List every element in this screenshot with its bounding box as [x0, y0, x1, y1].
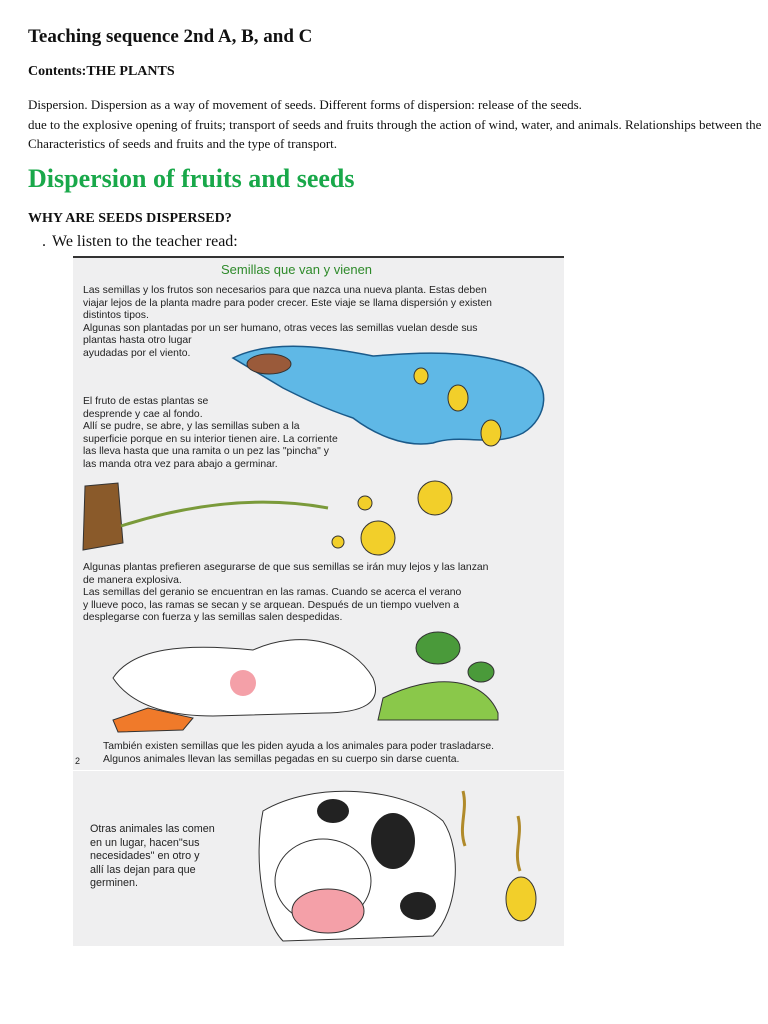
rabbit-cheek-illustration: [230, 670, 256, 696]
textbook-scan-page: [73, 256, 564, 770]
contents-value: THE PLANTS: [86, 64, 175, 79]
listen-instruction: [42, 233, 238, 251]
seed-illustration: [418, 481, 452, 515]
seed-illustration: [358, 496, 372, 510]
seed-illustration: [506, 877, 536, 921]
smell-lines-illustration: [462, 791, 465, 846]
seed-illustration: [414, 368, 428, 384]
page-number: 2: [75, 756, 81, 766]
bullet: .: [42, 233, 46, 250]
hill-illustration: [378, 682, 498, 720]
contents-line: [28, 64, 175, 80]
cow-snout-illustration: [292, 889, 364, 933]
listen-text: We listen to the teacher read:: [52, 233, 238, 250]
section-heading: Dispersion of fruits and seeds: [28, 164, 355, 193]
section-subheading: WHY ARE SEEDS DISPERSED?: [28, 211, 232, 226]
seed-illustration: [481, 420, 501, 446]
scan-text-cow: Otras animales las comen en un lugar, hacen"sus necesidades" en otro y allí las dejan para que germinen.: [90, 823, 215, 890]
intro-line-2: due to the explosive opening of fruits; transport of seeds and fruits through the action of wind, water, and animals. Relationships between the: [28, 117, 762, 132]
intro-line-3: Characteristics of seeds and fruits and the type of transport.: [28, 136, 338, 151]
contents-label: Contents:: [28, 64, 87, 79]
page-title: Teaching sequence 2nd A, B, and C: [28, 26, 313, 47]
cow-spot-illustration: [400, 892, 436, 920]
tree-illustration: [416, 632, 460, 664]
scan-title: Semillas que van y vienen: [221, 262, 373, 277]
smell-lines-illustration: [517, 816, 520, 871]
scan-text-intro: Las semillas y los frutos son necesarios para que nazca una nueva planta. Estas deben viajar lejos de la planta madre para poder crecer. Este viaje se llama dispersión y existen distintos tipos. Algunas son plantadas por un ser humano, otras veces las semillas vuelan desde sus plantas hasta otro lugar ayudadas por el viento.: [83, 285, 492, 359]
textbook-scan-cow: [73, 771, 564, 946]
scan-text-animals: También existen semillas que les piden ayuda a los animales para poder trasladarse. Algunos animales llevan las semillas pegadas en su cuerpo sin darse cuenta.: [103, 741, 495, 765]
scan-text-water: El fruto de estas plantas se desprende y cae al fondo. Allí se pudre, se abre, y las semillas suben a la superficie porque en su interior tienen aire. La corriente las lleva hasta que una ramita o un pez las "pincha" y las manda otra vez para abajo a germinar.: [83, 396, 338, 470]
stump-illustration: [83, 483, 123, 550]
cow-spot-illustration: [317, 799, 349, 823]
scan-text-explosive: Algunas plantas prefieren asegurarse de que sus semillas se irán muy lejos y las lanzan de manera explosiva. Las semillas del geranio se encuentran en las ramas. Cuando se acerca el verano y llueve poco, las ramas se secan y se arquean. Después de un tiempo vuelven a desplegarse con fuerza y las semillas salen despedidas.: [83, 562, 489, 624]
tree-illustration: [468, 662, 494, 682]
seed-illustration: [332, 536, 344, 548]
seed-illustration: [361, 521, 395, 555]
geranium-branch-illustration: [121, 502, 328, 526]
cow-spot-illustration: [371, 813, 415, 869]
seed-illustration: [448, 385, 468, 411]
intro-line-1: Dispersion. Dispersion as a way of movement of seeds. Different forms of dispersion: release of the seeds.: [28, 97, 582, 112]
